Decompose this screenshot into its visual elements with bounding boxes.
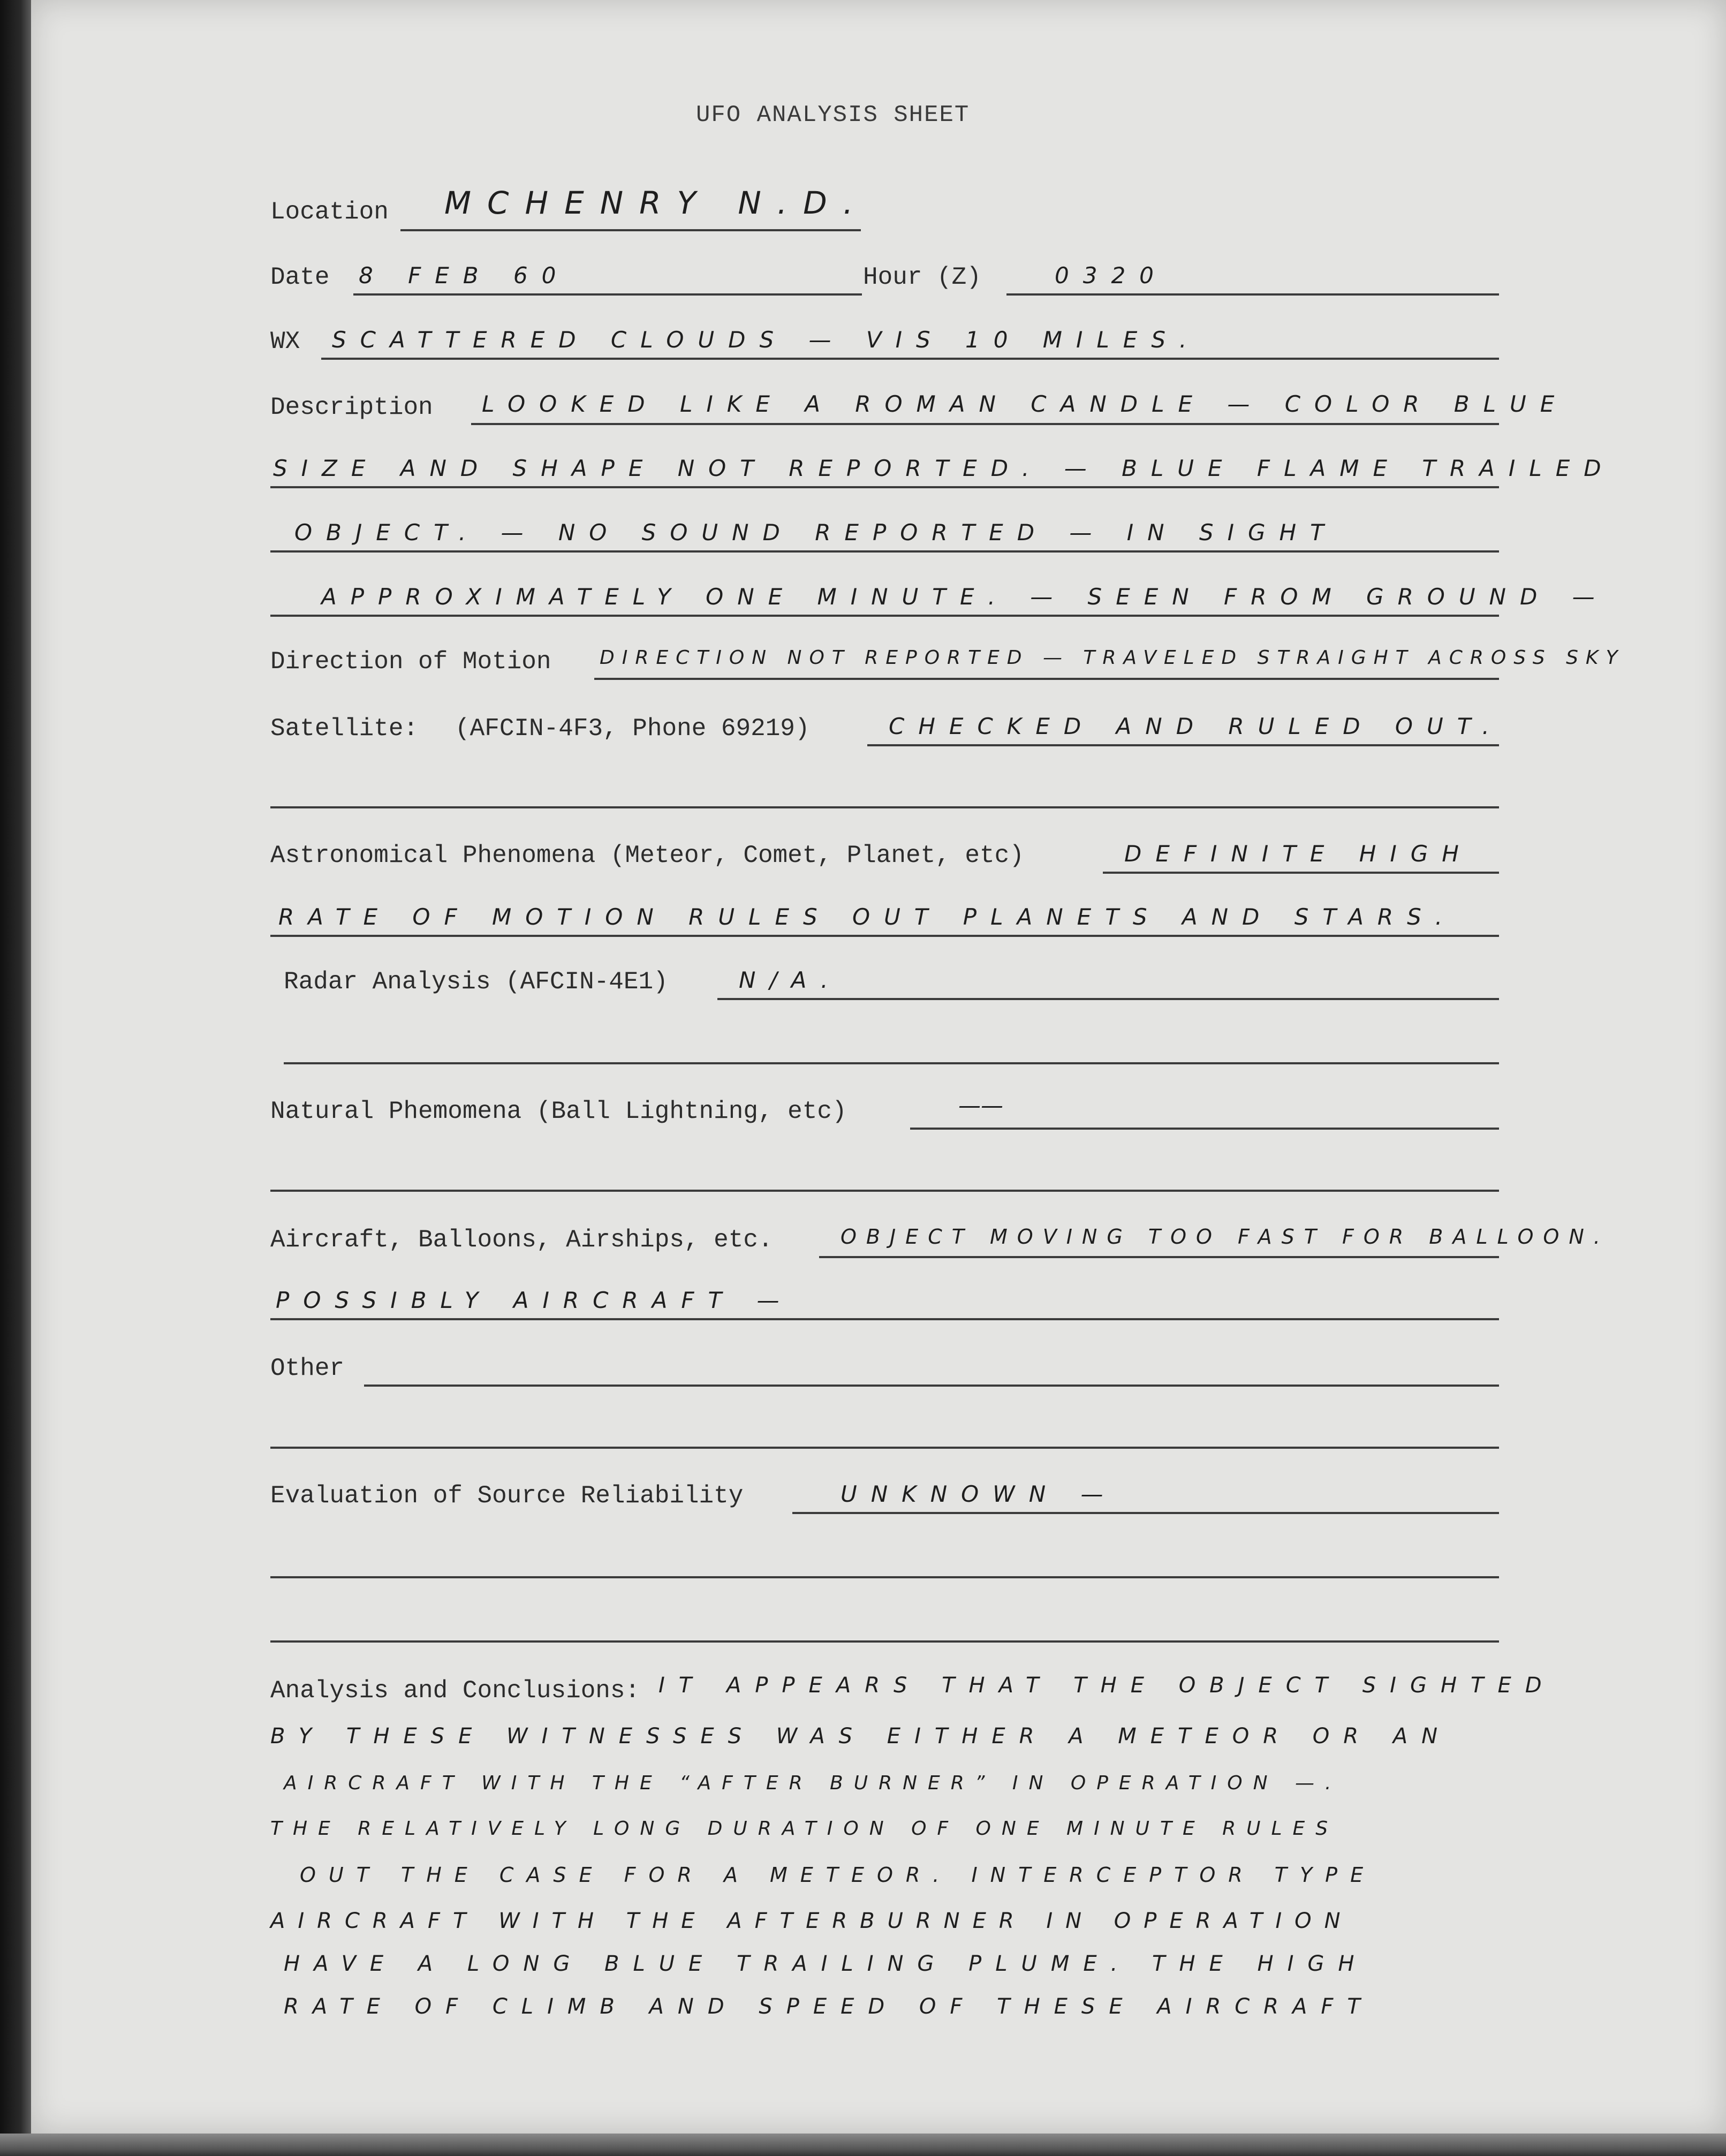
hour-line [1006, 293, 1499, 296]
satellite-line-2 [270, 806, 1499, 808]
direction-line [594, 678, 1499, 680]
wx-value: SCATTERED CLOUDS — VIS 10 MILES. [332, 327, 1201, 353]
sheet-title: UFO ANALYSIS SHEET [696, 102, 970, 128]
analysis-text-5: OUT THE CASE FOR A METEOR. INTERCEPTOR TYPE [300, 1863, 1376, 1887]
date-value: 8 FEB 60 [359, 262, 570, 289]
natural-line-1 [910, 1128, 1499, 1130]
description-line-3 [270, 550, 1499, 553]
description-line-1 [471, 423, 1499, 425]
analysis-text-7: HAVE A LONG BLUE TRAILING PLUME. THE HIGH [284, 1951, 1368, 1976]
analysis-text-1: IT APPEARS THAT THE OBJECT SIGHTED [658, 1673, 1556, 1698]
natural-value: —— [958, 1092, 1003, 1118]
natural-label: Natural Phemomena (Ball Lightning, etc) [270, 1098, 847, 1125]
other-line-1 [364, 1385, 1499, 1387]
satellite-line-1 [867, 744, 1499, 746]
satellite-label-detail: (AFCIN-4F3, Phone 69219) [455, 715, 810, 743]
analysis-sheet [31, 0, 1726, 2134]
description-line-2 [270, 486, 1499, 488]
radar-label: Radar Analysis (AFCIN-4E1) [284, 968, 668, 996]
radar-line-1 [717, 998, 1499, 1000]
scan-edge-bottom [0, 2134, 1726, 2156]
description-text-3: OBJECT. — NO SOUND REPORTED — IN SIGHT [294, 519, 1338, 546]
date-line [353, 293, 862, 296]
scan-edge-left [0, 0, 34, 2156]
aircraft-line-2 [270, 1318, 1499, 1320]
radar-line-2 [284, 1062, 1499, 1064]
reliability-value: UNKNOWN — [841, 1481, 1117, 1507]
aircraft-text-1: OBJECT MOVING TOO FAST FOR BALLOON. [841, 1225, 1610, 1249]
other-line-2 [270, 1447, 1499, 1449]
aircraft-text-2: POSSIBLY AIRCRAFT — [276, 1287, 793, 1313]
hour-value: 0320 [1055, 262, 1168, 289]
astronomical-line-1 [1103, 872, 1499, 874]
aircraft-line-1 [819, 1256, 1499, 1258]
direction-value: DIRECTION NOT REPORTED — TRAVELED STRAIGHT ACROSS SKY [600, 647, 1625, 669]
description-text-1: LOOKED LIKE A ROMAN CANDLE — COLOR BLUE [482, 391, 1569, 417]
direction-label: Direction of Motion [270, 648, 551, 676]
satellite-label: Satellite: [270, 715, 419, 743]
hour-label: Hour (Z) [863, 263, 981, 291]
satellite-value: CHECKED AND RULED OUT. [889, 713, 1503, 739]
description-line-4 [270, 615, 1499, 617]
location-label: Location [270, 198, 389, 226]
description-text-2: SIZE AND SHAPE NOT REPORTED. — BLUE FLAME TRAILED [273, 455, 1615, 481]
analysis-text-6: AIRCRAFT WITH THE AFTERBURNER IN OPERATION [270, 1909, 1353, 1933]
astronomical-label: Astronomical Phenomena (Meteor, Comet, Planet, etc) [270, 842, 1024, 869]
analysis-text-4: THE RELATIVELY LONG DURATION OF ONE MINUTE RULES [270, 1818, 1339, 1840]
description-label: Description [270, 394, 433, 421]
wx-line [321, 358, 1499, 360]
wx-label: WX [270, 328, 300, 355]
reliability-line-2 [270, 1576, 1499, 1578]
date-label: Date [270, 263, 330, 291]
location-value: MCHENRY N.D. [444, 185, 869, 221]
astronomical-text-2: RATE OF MOTION RULES OUT PLANETS AND STARS. [278, 904, 1457, 930]
description-text-4: APPROXIMATELY ONE MINUTE. — SEEN FROM GROUND — [321, 584, 1609, 610]
natural-line-2 [270, 1190, 1499, 1192]
astronomical-text-1: DEFINITE HIGH [1124, 841, 1473, 867]
analysis-label: Analysis and Conclusions: [270, 1677, 640, 1705]
other-label: Other [270, 1355, 345, 1382]
reliability-label: Evaluation of Source Reliability [270, 1482, 744, 1510]
analysis-text-3: AIRCRAFT WITH THE “AFTER BURNER” IN OPERATION —. [284, 1772, 1342, 1794]
radar-value: N/A. [739, 967, 842, 993]
analysis-text-2: BY THESE WITNESSES WAS EITHER A METEOR OR AN [270, 1724, 1451, 1749]
astronomical-line-2 [270, 935, 1499, 937]
reliability-line-1 [792, 1512, 1499, 1514]
aircraft-label: Aircraft, Balloons, Airships, etc. [270, 1226, 773, 1254]
analysis-text-8: RATE OF CLIMB AND SPEED OF THESE AIRCRAFT [284, 1994, 1374, 2019]
reliability-line-3 [270, 1640, 1499, 1643]
location-line [400, 229, 861, 231]
